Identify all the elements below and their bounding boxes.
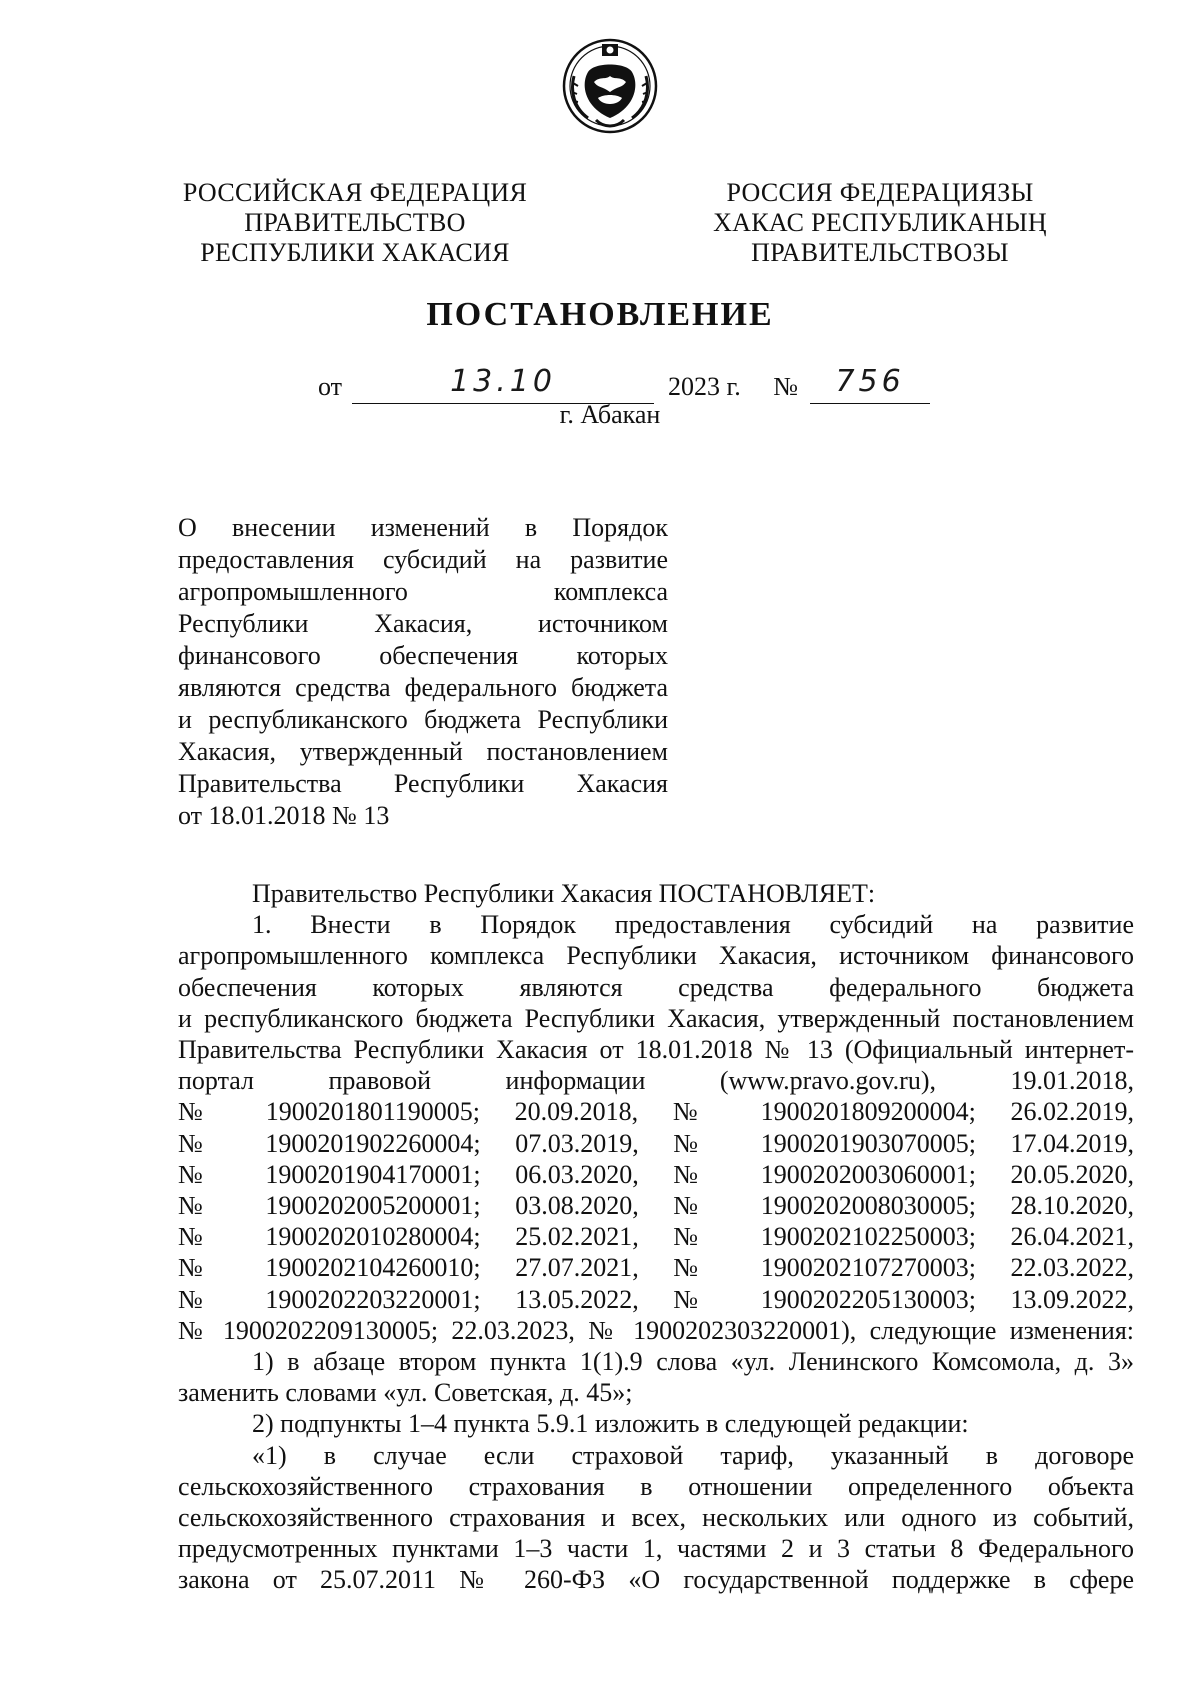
handwritten-date: 13.10 [450, 364, 556, 399]
body-line: № 1900201801190005; 20.09.2018, № 1900201809200004; 26.02.2019, [178, 1097, 1134, 1127]
subject-line: являются средства федерального бюджета [178, 673, 668, 702]
body-line: Правительства Республики Хакасия от 18.01.2018 № 13 (Официальный интернет- [178, 1035, 1134, 1065]
republic-emblem-icon [560, 36, 660, 136]
body-line: 1) в абзаце втором пункта 1(1).9 слова «ул. Ленинского Комсомола, д. 3» [252, 1347, 1134, 1377]
body-line: 2) подпункты 1–4 пункта 5.9.1 изложить в следующей редакции: [252, 1409, 969, 1439]
body-line: портал правовой информации (www.pravo.gov.ru), 19.01.2018, [178, 1066, 1134, 1096]
body-line: сельскохозяйственного страхования в отношении определенного объекта [178, 1471, 1134, 1501]
header-right [700, 178, 1060, 268]
body-line: № 1900202010280004; 25.02.2021, № 1900202102250003; 26.04.2021, [178, 1222, 1134, 1252]
year-label: 2023 г. [668, 372, 741, 401]
body-line: № 1900202203220001; 13.05.2022, № 1900202205130003; 13.09.2022, [178, 1284, 1134, 1314]
body-line: № 1900201904170001; 06.03.2020, № 1900202003060001; 20.05.2020, [178, 1159, 1134, 1189]
number-label: № [773, 372, 799, 401]
header-left-line-2: ПРАВИТЕЛЬСТВО [244, 208, 466, 237]
subject-line: от 18.01.2018 № 13 [178, 801, 390, 830]
body-line: и республиканского бюджета Республики Хакасия, утвержденный постановлением [178, 1003, 1134, 1033]
subject-line: агропромышленного комплекса [178, 577, 668, 606]
date-number-line [318, 364, 930, 404]
subject-line: предоставления субсидий на развитие [178, 545, 668, 574]
header-right-line-3: ПРАВИТЕЛЬСТВОЗЫ [751, 238, 1009, 267]
subject-line: Правительства Республики Хакасия [178, 769, 668, 798]
header-left-line-1: РОССИЙСКАЯ ФЕДЕРАЦИЯ [182, 178, 528, 207]
body-line: закона от 25.07.2011 № 260-ФЗ «О государственной поддержке в сфере [178, 1565, 1134, 1595]
body-line: агропромышленного комплекса Республики Хакасия, источником финансового [178, 941, 1134, 971]
body-line: заменить словами «ул. Советская, д. 45»; [178, 1378, 633, 1408]
subject-line: Республики Хакасия, источником [178, 609, 668, 638]
body-line: Правительство Республики Хакасия ПОСТАНОВЛЯЕТ: [252, 879, 876, 908]
document-title: ПОСТАНОВЛЕНИЕ [426, 296, 774, 333]
date-prefix: от [318, 372, 343, 401]
body-line: обеспечения которых являются средства федерального бюджета [178, 972, 1134, 1002]
subject-block [178, 512, 668, 832]
subject-line: финансового обеспечения которых [178, 641, 668, 670]
body-line: № 1900202005200001; 03.08.2020, № 1900202008030005; 28.10.2020, [178, 1191, 1134, 1221]
body-line: № 1900202209130005; 22.03.2023, № 1900202303220001), следующие изменения: [178, 1315, 1134, 1345]
header-right-line-2: ХАКАС РЕСПУБЛИКАНЫҢ [713, 208, 1047, 237]
body-line: № 1900201902260004; 07.03.2019, № 1900201903070005; 17.04.2019, [178, 1128, 1134, 1158]
body-line: сельскохозяйственного страхования и всех, нескольких или одного из событий, [178, 1503, 1134, 1533]
number-field [810, 364, 930, 404]
body-line: предусмотренных пунктами 1–3 части 1, частями 2 и 3 статьи 8 Федерального [178, 1534, 1134, 1564]
body-line: «1) в случае если страховой тариф, указанный в договоре [252, 1440, 1134, 1470]
body-line: 1. Внести в Порядок предоставления субсидий на развитие [252, 910, 1134, 940]
header-left-line-3: РЕСПУБЛИКИ ХАКАСИЯ [200, 238, 510, 267]
subject-line: О внесении изменений в Порядок [178, 513, 668, 542]
header-left [175, 178, 535, 268]
header-right-line-1: РОССИЯ ФЕДЕРАЦИЯЗЫ [726, 178, 1034, 207]
date-field [352, 364, 654, 404]
body-line: № 1900202104260010; 27.07.2021, № 1900202107270003; 22.03.2022, [178, 1253, 1134, 1283]
handwritten-number: 756 [835, 364, 905, 399]
subject-line: и республиканского бюджета Республики [178, 705, 668, 734]
city: г. Абакан [559, 400, 661, 429]
subject-line: Хакасия, утвержденный постановлением [178, 737, 668, 766]
body-text [178, 878, 1134, 1596]
